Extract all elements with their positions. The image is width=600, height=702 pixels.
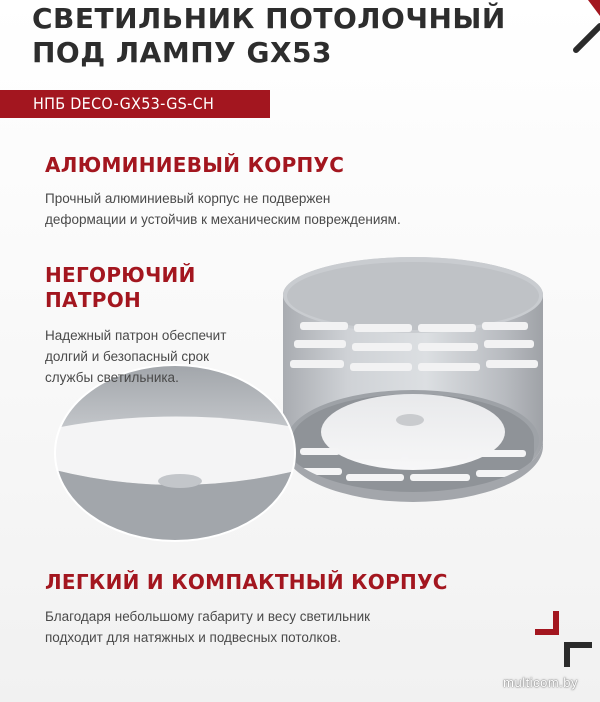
title-line-2: ПОД ЛАМПУ GX53: [32, 36, 333, 69]
feature-text-line: Благодаря небольшому габариту и весу светильник: [45, 609, 371, 624]
page-title: [32, 2, 552, 70]
title-line-1: СВЕТИЛЬНИК ПОТОЛОЧНЫЙ: [32, 2, 506, 35]
feature-heading-line: ЛЕГКИЙ И КОМПАКТНЫЙ КОРПУС: [45, 570, 448, 594]
feature-heading-aluminum: [45, 153, 344, 178]
feature-text-line: деформации и устойчив к механическим повреждениям.: [45, 212, 401, 227]
model-badge: НПБ DECO-GX53-GS-CH: [0, 90, 270, 118]
feature-text-socket: [45, 325, 226, 388]
feature-heading-compact: [45, 570, 448, 595]
feature-text-line: долгий и безопасный срок: [45, 349, 210, 364]
feature-text-line: Прочный алюминиевый корпус не подвержен: [45, 191, 331, 206]
feature-heading-line: ПАТРОН: [45, 288, 142, 312]
feature-heading-line: АЛЮМИНИЕВЫЙ КОРПУС: [45, 153, 345, 177]
feature-text-line: подходит для натяжных и подвесных потолков.: [45, 630, 341, 645]
luminaire-body: [283, 257, 543, 502]
corner-mark-top-icon: [576, 0, 600, 50]
corner-l-icon: [567, 645, 592, 667]
feature-text-line: Надежный патрон обеспечит: [45, 328, 227, 343]
feature-text-line: службы светильника.: [45, 370, 179, 385]
watermark: multicom.by: [503, 675, 578, 690]
zoom-circle: [40, 360, 320, 550]
feature-text-aluminum: [45, 188, 401, 230]
feature-text-compact: [45, 606, 370, 648]
feature-heading-line: НЕГОРЮЧИЙ: [45, 263, 196, 287]
feature-heading-socket: [45, 263, 196, 313]
corner-bracket-icon: [535, 611, 556, 632]
